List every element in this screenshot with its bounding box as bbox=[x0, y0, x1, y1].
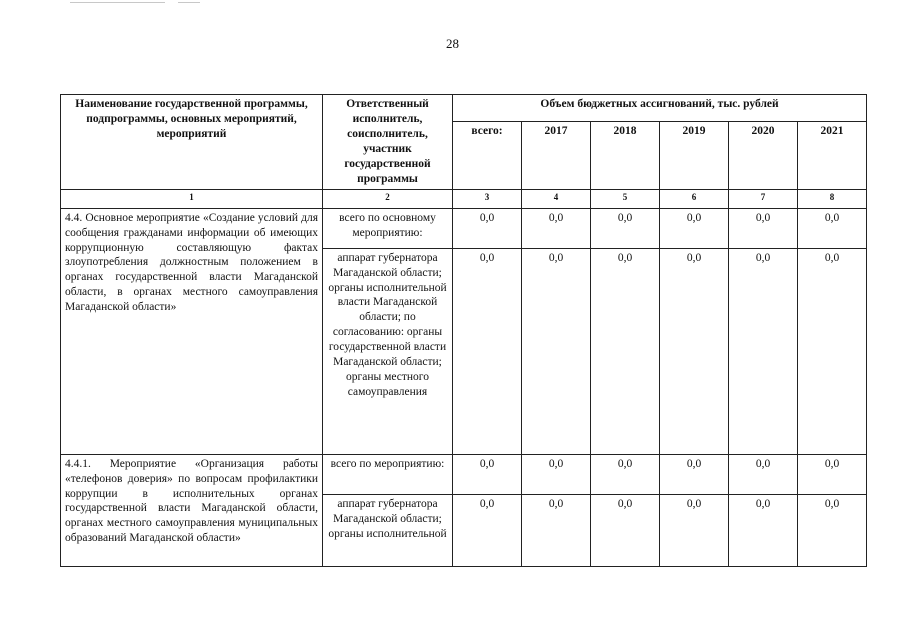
value-2021: 0,0 bbox=[798, 208, 867, 248]
column-number: 1 bbox=[61, 189, 323, 208]
program-measure-name bbox=[61, 208, 323, 454]
column-number: 8 bbox=[798, 189, 867, 208]
value-2017: 0,0 bbox=[522, 494, 591, 566]
executor-cell: аппарат губернатора Магаданской области; органы исполнительной bbox=[323, 494, 453, 566]
column-number: 5 bbox=[591, 189, 660, 208]
measure-name-text: 4.4.1. Мероприятие «Организация работы «телефонов доверия» по вопросам профилактики коррупции в исполнительных органах государственной власти Магаданской области, органах местного самоуправления муниципальных bbox=[65, 457, 318, 530]
value-2021: 0,0 bbox=[798, 494, 867, 566]
header-executor: Ответственный исполнитель, соисполнитель, участник государственной программы bbox=[323, 95, 453, 190]
header-year: 2019 bbox=[660, 121, 729, 189]
value-2017: 0,0 bbox=[522, 454, 591, 494]
header-total: всего: bbox=[453, 121, 522, 189]
value-2018: 0,0 bbox=[591, 208, 660, 248]
value-2019: 0,0 bbox=[660, 494, 729, 566]
value-2017: 0,0 bbox=[522, 208, 591, 248]
value-total: 0,0 bbox=[453, 248, 522, 454]
value-2019: 0,0 bbox=[660, 248, 729, 454]
measure-name-last-line: Магаданской области» bbox=[65, 301, 177, 314]
column-number: 7 bbox=[729, 189, 798, 208]
header-budget-volume: Объем бюджетных ассигнований, тыс. рублей bbox=[453, 95, 867, 122]
scan-artifact-line bbox=[178, 2, 200, 3]
value-2021: 0,0 bbox=[798, 454, 867, 494]
budget-table bbox=[60, 94, 867, 567]
header-year: 2017 bbox=[522, 121, 591, 189]
value-2020: 0,0 bbox=[729, 208, 798, 248]
value-2018: 0,0 bbox=[591, 494, 660, 566]
value-2018: 0,0 bbox=[591, 454, 660, 494]
column-number: 4 bbox=[522, 189, 591, 208]
value-2020: 0,0 bbox=[729, 248, 798, 454]
value-2019: 0,0 bbox=[660, 208, 729, 248]
value-2019: 0,0 bbox=[660, 454, 729, 494]
value-2020: 0,0 bbox=[729, 494, 798, 566]
program-measure-name bbox=[61, 454, 323, 566]
header-program-name: Наименование государственной программы, подпрограммы, основных мероприятий, мероприятий bbox=[61, 95, 323, 190]
measure-name-text: 4.4. Основное мероприятие «Создание условий для сообщения гражданами информации об имеющих коррупционную составляющую фактах злоупотребления должностным положением в органах государственной власти Магаданской области, в органах местного самоуправления bbox=[65, 211, 318, 299]
value-total: 0,0 bbox=[453, 494, 522, 566]
scan-artifact-line bbox=[70, 2, 165, 3]
table-header-row bbox=[61, 95, 867, 122]
table-row bbox=[61, 454, 867, 494]
executor-cell: всего по мероприятию: bbox=[323, 454, 453, 494]
value-2020: 0,0 bbox=[729, 454, 798, 494]
value-2021: 0,0 bbox=[798, 248, 867, 454]
header-year: 2020 bbox=[729, 121, 798, 189]
value-total: 0,0 bbox=[453, 208, 522, 248]
executor-cell: всего по основному мероприятию: bbox=[323, 208, 453, 248]
column-number: 2 bbox=[323, 189, 453, 208]
value-2018: 0,0 bbox=[591, 248, 660, 454]
column-number-row bbox=[61, 189, 867, 208]
value-2017: 0,0 bbox=[522, 248, 591, 454]
header-year: 2018 bbox=[591, 121, 660, 189]
value-total: 0,0 bbox=[453, 454, 522, 494]
measure-name-last-line: образований Магаданской области» bbox=[65, 532, 241, 545]
page-number: 28 bbox=[446, 36, 459, 51]
executor-cell: аппарат губернатора Магаданской области; органы исполнительной власти Магаданской области; по согласованию: органы государственной власти Магаданской области; органы местного самоуправления bbox=[323, 248, 453, 454]
column-number: 3 bbox=[453, 189, 522, 208]
column-number: 6 bbox=[660, 189, 729, 208]
header-year: 2021 bbox=[798, 121, 867, 189]
table-row bbox=[61, 208, 867, 248]
